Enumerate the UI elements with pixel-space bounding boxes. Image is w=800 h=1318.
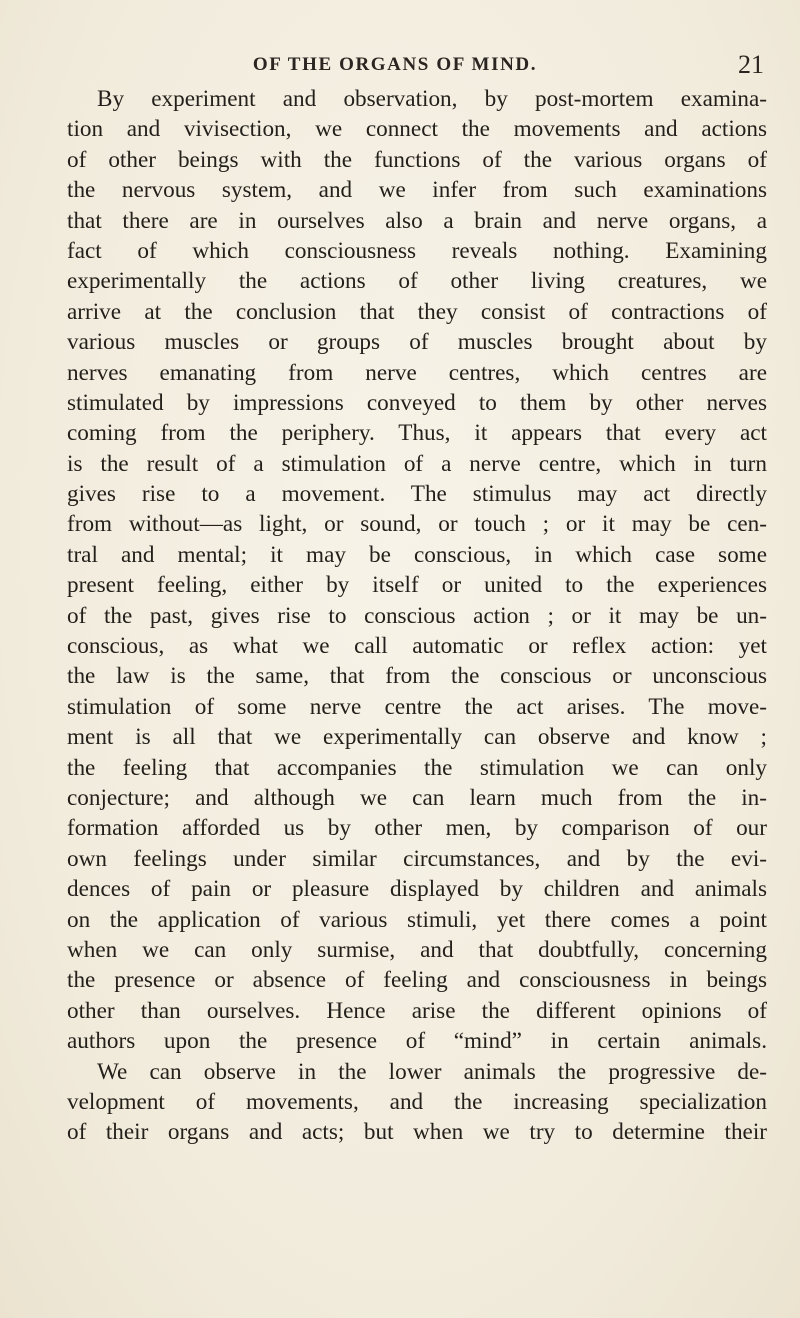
text-line: By experiment and observation, by post-mortem examina-	[97, 86, 767, 112]
body-paragraph	[67, 84, 767, 1148]
running-title: OF THE ORGANS OF MIND.	[252, 54, 538, 75]
text-line: We can observe in the lower animals the progressive de-	[97, 1058, 767, 1085]
text-line: when we can only surmise, and that doubtfully, concerning	[67, 936, 767, 963]
text-line: the law is the same, that from the conscious or unconscious	[67, 663, 767, 690]
text-line: on the application of various stimuli, yet there comes a point	[67, 906, 767, 933]
text-line: present feeling, either by itself or united to the experiences	[67, 572, 767, 599]
text-line: of their organs and acts; but when we try to determine their	[67, 1119, 767, 1146]
text-line: conscious, as what we call automatic or reflex action: yet	[67, 633, 767, 660]
text-line: authors upon the presence of “mind” in certain animals.	[67, 1028, 767, 1055]
text-line: that there are in ourselves also a brain and nerve organs, a	[67, 207, 767, 234]
text-line: the presence or absence of feeling and consciousness in beings	[67, 967, 767, 994]
text-line: gives rise to a movement. The stimulus may act directly	[67, 481, 767, 508]
text-line: formation afforded us by other men, by comparison of our	[67, 815, 767, 842]
text-line: other than ourselves. Hence arise the different opinions of	[67, 997, 767, 1024]
text-line: the nervous system, and we infer from such examinations	[67, 177, 767, 204]
text-line: own feelings under similar circumstances, and by the evi-	[67, 845, 767, 872]
text-line: from without—as light, or sound, or touch ; or it may be cen-	[67, 511, 767, 538]
text-line: fact of which consciousness reveals nothing. Examining	[67, 237, 767, 264]
text-line: experimentally the actions of other living creatures, we	[67, 268, 767, 295]
text-line: various muscles or groups of muscles brought about by	[67, 329, 767, 356]
text-line: velopment of movements, and the increasing specialization	[67, 1088, 767, 1115]
text-line: stimulation of some nerve centre the act arises. The move-	[67, 693, 767, 720]
text-line: is the result of a stimulation of a nerve centre, which in turn	[67, 450, 767, 477]
text-line: of other beings with the functions of the various organs of	[67, 146, 767, 173]
page-number: 21	[738, 50, 764, 79]
text-line: conjecture; and although we can learn much from the in-	[67, 784, 767, 811]
text-line: coming from the periphery. Thus, it appears that every act	[67, 420, 767, 447]
text-line: ment is all that we experimentally can observe and know ;	[67, 724, 767, 751]
text-line: arrive at the conclusion that they consist of contractions of	[67, 298, 767, 325]
text-line: nerves emanating from nerve centres, which centres are	[67, 359, 767, 386]
text-line: dences of pain or pleasure displayed by children and animals	[67, 876, 767, 903]
text-line: tral and mental; it may be conscious, in which case some	[67, 541, 767, 568]
text-line: stimulated by impressions conveyed to them by other nerves	[67, 389, 767, 416]
text-line: the feeling that accompanies the stimulation we can only	[67, 754, 767, 781]
text-line: tion and vivisection, we connect the movements and actions	[67, 116, 767, 143]
running-head	[0, 50, 800, 80]
text-line: of the past, gives rise to conscious action ; or it may be un-	[67, 602, 767, 629]
